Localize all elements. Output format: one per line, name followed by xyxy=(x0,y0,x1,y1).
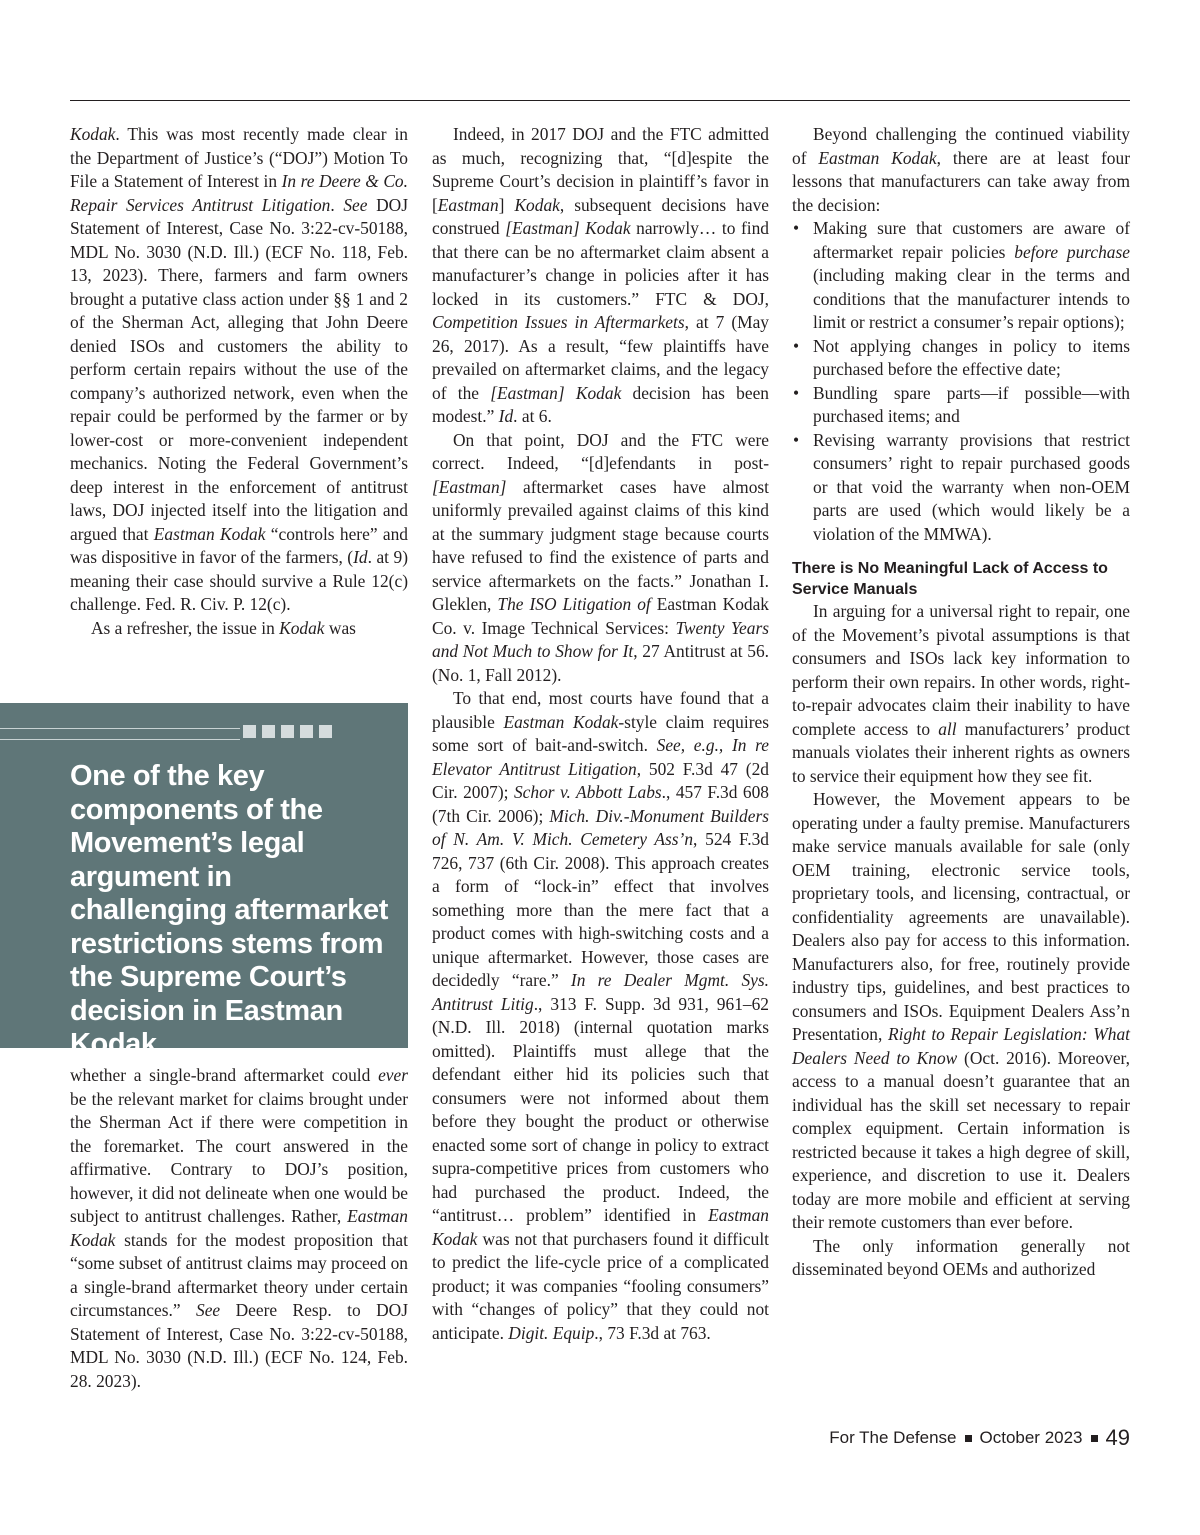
pull-quote-lines xyxy=(0,728,240,740)
column-1-top xyxy=(70,123,408,640)
page-number: 49 xyxy=(1105,1425,1130,1450)
section-heading: There is No Meaningful Lack of Access to Service Manuals xyxy=(792,560,1108,598)
body-paragraph: Indeed, in 2017 DOJ and the FTC admitted as much, recognizing that, “[d]espite the Supreme Court’s decision in plaintiff’s favor in [Eastman] Kodak, subsequent decisions have construed [Eastman] Kodak narrowly… to find that there can be no aftermarket claim absent a manufacturer’s change in policies after it has locked in its customers.” FTC & DOJ, Competition Issues in Aftermarkets, at 7 (May 26, 2017). As a result, “few plaintiffs have prevailed on aftermarket claims, and the legacy of the [Eastman] Kodak decision has been modest.” Id. at 6. xyxy=(432,124,769,426)
footer-separator-icon xyxy=(965,1435,972,1442)
col3-intro: Beyond challenging the continued viability of Eastman Kodak, there are at least four lessons that manufacturers can take away from the decision: xyxy=(792,124,1130,215)
footer-publication: For The Defense xyxy=(829,1428,957,1447)
body-paragraph: As a refresher, the issue in Kodak was xyxy=(91,617,356,638)
pull-quote-squares-icon xyxy=(243,725,332,738)
footer-issue: October 2023 xyxy=(979,1428,1083,1447)
body-paragraph: Kodak. This was most recently made clear in the Department of Justice’s (“DOJ”) Motion To File a Statement of Interest in In re Deere & Co. Repair Services Antitrust Litigation. See DOJ Statement of Interest, Case No. 3:22-cv-50188, MDL No. 3030 (N.D. Ill.) (ECF No. 118, Feb. 13, 2023). There, farmers and farm owners brought a putative class action under §§ 1 and 2 of the Sherman Act, alleging that John Deere denied ISOs and customers the ability to perform certain repairs without the use of the company’s authorized network, even when the repair could be performed by the farmer or by lower-cost or more-convenient independent mechanics. Noting the Federal Government’s deep interest in the enforcement of antitrust laws, DOJ injected itself into the litigation and argued that Eastman Kodak “controls here” and was dispositive in favor of the farmers, (Id. at 9) meaning their case should survive a Rule 12(c) challenge. Fed. R. Civ. P. 12(c). xyxy=(70,124,409,614)
column-3 xyxy=(792,123,1130,1282)
col3-body xyxy=(792,600,1130,1282)
list-item: • Bundling spare parts—if possible—with purchased items; and xyxy=(792,382,1130,429)
body-paragraph: To that end, most courts have found that a plausible Eastman Kodak-style claim requires some sort of bait-and-switch. See, e.g., In re Elevator Antitrust Litigation, 502 F.3d 47 (2d Cir. 2007); Schor v. Abbott Labs., 457 F.3d 608 (7th Cir. 2006); Mich. Div.-Monument Builders of N. Am. V. Mich. Cemetery Ass’n, 524 F.3d 726, 737 (6th Cir. 2008). This approach creates a form of “lock-in” effect that involves something more than the mere fact that a product comes with high-switching costs and a unique aftermarket. However, those cases are decidedly “rare.” In re Dealer Mgmt. Sys. Antitrust Litig., 313 F. Supp. 3d 931, 961–62 (N.D. Ill. 2018) (internal quotation marks omitted). Plaintiffs must allege that the defendant either hid its policies such that consumers were not informed about them before they bought the product or otherwise enacted some sort of change in policy to extract supra-competitive prices from customers who had purchased the product. Indeed, the “antitrust… problem” identified in Eastman Kodak was not that purchasers found it difficult to predict the life-cycle price of a complicated product; it was companies “fooling consumers” with “changes of policy” that they could not anticipate. Digit. Equip., 73 F.3d at 763. xyxy=(432,688,770,1343)
body-paragraph: However, the Movement appears to be operating under a faulty premise. Manufacturers make service manuals available for sale (only OEM training, electronic service tools, proprietary tools, and licensing, contractual, or confidentiality agreements are unavailable). Dealers also pay for access to this information. Manufacturers also, for free, routinely provide industry tips, guidelines, and best practices to consumers and ISOs. Equipment Dealers Ass’n Presentation, Right to Repair Legislation: What Dealers Need to Know (Oct. 2016). Moreover, access to a manual doesn’t guarantee that an individual has the skill set necessary to repair complex equipment. Certain information is restricted because it takes a high degree of skill, experience, and discretion to use it. Dealers today are more mobile and efficient at serving their remote customers than ever before. xyxy=(792,789,1131,1232)
list-item: • Making sure that customers are aware of aftermarket repair policies before purchase (including making clear in the terms and conditions that the manufacturer intends to limit or restrict a consumer’s repair options); xyxy=(792,217,1130,335)
column-2 xyxy=(432,123,769,1345)
footer-separator-icon xyxy=(1091,1435,1098,1442)
body-paragraph: On that point, DOJ and the FTC were correct. Indeed, “[d]efendants in post-[Eastman] aftermarket cases have almost uniformly prevailed against claims of this kind at the summary judgment stage because courts have refused to find the existence of parts and service aftermarkets on the facts.” Jonathan I. Gleklen, The ISO Litigation of Eastman Kodak Co. v. Image Technical Services: Twenty Years and Not Much to Show for It, 27 Antitrust at 56. (No. 1, Fall 2012). xyxy=(432,429,769,685)
list-item: • Revising warranty provisions that restrict consumers’ right to repair purchased goods or that void the warranty when non-OEM parts are used (which would likely be a violation of the MMWA). xyxy=(792,429,1130,547)
page-footer xyxy=(829,1425,1130,1451)
column-1-bottom xyxy=(70,1064,408,1393)
pull-quote-text: One of the key components of the Movement’s legal argument in challenging aftermarket restrictions stems from the Supreme Court’s decision in Eastman Kodak. xyxy=(70,760,388,1060)
body-paragraph: whether a single-brand aftermarket could ever be the relevant market for claims brought under the Sherman Act if there were competition in the foremarket. The court answered in the affirmative. Contrary to DOJ’s position, however, it did not delineate when one would be subject to antitrust challenges. Rather, Eastman Kodak stands for the modest proposition that “some subset of antitrust claims may proceed on a single-brand aftermarket theory under certain circumstances.” See Deere Resp. to DOJ Statement of Interest, Case No. 3:22-cv-50188, MDL No. 3030 (N.D. Ill.) (ECF No. 124, Feb. 28. 2023). xyxy=(70,1065,408,1391)
body-paragraph: In arguing for a universal right to repair, one of the Movement’s pivotal assumptions is that consumers and ISOs lack key information to perform their own repairs. In other words, right-to-repair advocates claim their inability to have complete access to all manufacturers’ product manuals violates their inherent rights as owners to service their equipment how they see fit. xyxy=(792,601,1130,786)
pull-quote-box xyxy=(0,703,408,1060)
top-rule xyxy=(70,100,1130,101)
lessons-list xyxy=(792,217,1130,546)
list-item: • Not applying changes in policy to items purchased before the effective date; xyxy=(792,335,1130,382)
body-paragraph: The only information generally not disseminated beyond OEMs and authorized xyxy=(792,1235,1130,1279)
